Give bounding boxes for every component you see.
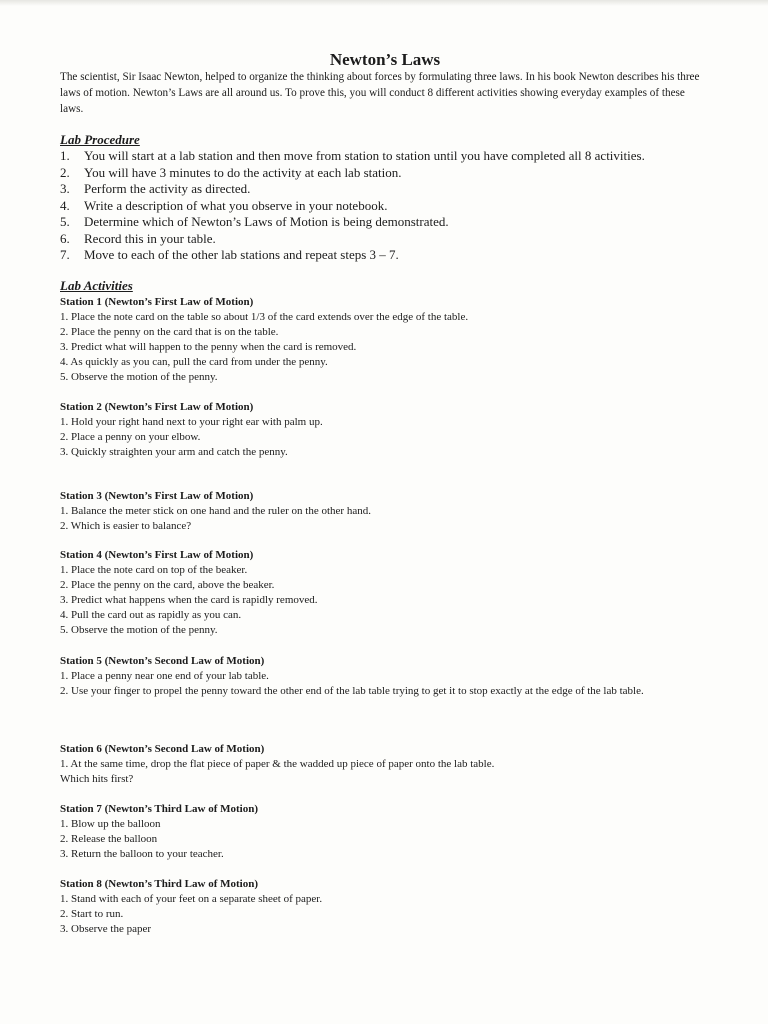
station-step: 2. Release the balloon xyxy=(60,833,158,845)
station-step: 1. At the same time, drop the flat piece of paper & the wadded up piece of paper onto the lab table. xyxy=(60,758,495,770)
procedure-step: 4. Write a description of what you observe in your notebook. xyxy=(60,197,388,213)
station-title: Station 1 (Newton’s First Law of Motion) xyxy=(60,296,254,308)
station-step: 2. Place a penny on your elbow. xyxy=(60,431,201,443)
station-step: 3. Quickly straighten your arm and catch the penny. xyxy=(60,446,288,458)
page-title: Newton’s Laws xyxy=(329,50,441,69)
station-8 xyxy=(60,877,710,937)
station-title: Station 2 (Newton’s First Law of Motion) xyxy=(60,401,254,413)
station-2 xyxy=(60,400,710,460)
station-step: 2. Start to run. xyxy=(60,908,124,920)
station-step: 2. Place the penny on the card, above the beaker. xyxy=(60,579,275,591)
station-step: 2. Place the penny on the card that is on the table. xyxy=(60,326,279,338)
station-6 xyxy=(60,742,710,787)
procedure-step: 2. You will have 3 minutes to do the activity at each lab station. xyxy=(60,164,402,180)
procedure-step: 7. Move to each of the other lab stations and repeat steps 3 – 7. xyxy=(60,247,399,262)
procedure-list xyxy=(60,148,645,264)
station-step: 3. Observe the paper xyxy=(60,923,152,935)
station-step: 1. Place the note card on the table so about 1/3 of the card extends over the edge of the table. xyxy=(60,311,469,323)
station-5 xyxy=(60,654,710,699)
procedure-step: 3. Perform the activity as directed. xyxy=(60,181,251,196)
scan-edge xyxy=(0,0,768,6)
procedure-step: 6. Record this in your table. xyxy=(60,230,216,246)
station-title: Station 5 (Newton’s Second Law of Motion) xyxy=(60,655,265,667)
station-title: Station 4 (Newton’s First Law of Motion) xyxy=(60,549,254,561)
station-step: 2. Which is easier to balance? xyxy=(60,520,192,532)
station-1 xyxy=(60,295,710,385)
station-title: Station 7 (Newton’s Third Law of Motion) xyxy=(60,803,259,815)
station-step: 2. Use your finger to propel the penny toward the other end of the lab table trying to get it to stop exactly at the edge of the lab table. xyxy=(60,685,644,697)
station-step: 5. Observe the motion of the penny. xyxy=(60,371,218,383)
procedure-step: 5. Determine which of Newton’s Laws of Motion is being demonstrated. xyxy=(60,214,449,229)
station-step: 1. Blow up the balloon xyxy=(60,818,161,830)
station-step: 5. Observe the motion of the penny. xyxy=(60,624,218,636)
station-title: Station 6 (Newton’s Second Law of Motion) xyxy=(60,743,265,755)
station-title: Station 8 (Newton’s Third Law of Motion) xyxy=(60,878,259,890)
procedure-step: 1. You will start at a lab station and then move from station to station until you have completed all 8 activities. xyxy=(60,148,645,163)
station-step: 1. Place the note card on top of the beaker. xyxy=(60,564,248,576)
station-step: Which hits first? xyxy=(60,773,134,785)
station-4 xyxy=(60,548,710,638)
station-step: 3. Predict what happens when the card is rapidly removed. xyxy=(60,594,318,606)
activities-heading: Lab Activities xyxy=(60,278,133,293)
procedure-heading: Lab Procedure xyxy=(60,132,140,147)
station-7 xyxy=(60,802,710,862)
station-step: 3. Predict what will happen to the penny when the card is removed. xyxy=(60,341,357,353)
station-step: 4. Pull the card out as rapidly as you can. xyxy=(60,609,242,621)
station-step: 1. Place a penny near one end of your lab table. xyxy=(60,670,269,682)
station-step: 1. Hold your right hand next to your right ear with palm up. xyxy=(60,416,323,428)
station-step: 1. Stand with each of your feet on a separate sheet of paper. xyxy=(60,893,323,905)
station-step: 3. Return the balloon to your teacher. xyxy=(60,848,224,860)
intro-paragraph: The scientist, Sir Isaac Newton, helped to organize the thinking about forces by formulating three laws. In his book Newton describes his three laws of motion. Newton’s Laws are all around us. To prove this, you will conduct 8 different activities showing everyday examples of these laws. xyxy=(60,71,700,115)
station-step: 4. As quickly as you can, pull the card from under the penny. xyxy=(60,356,328,368)
station-3 xyxy=(60,489,710,534)
station-title: Station 3 (Newton’s First Law of Motion) xyxy=(60,490,254,502)
station-step: 1. Balance the meter stick on one hand and the ruler on the other hand. xyxy=(60,505,371,517)
